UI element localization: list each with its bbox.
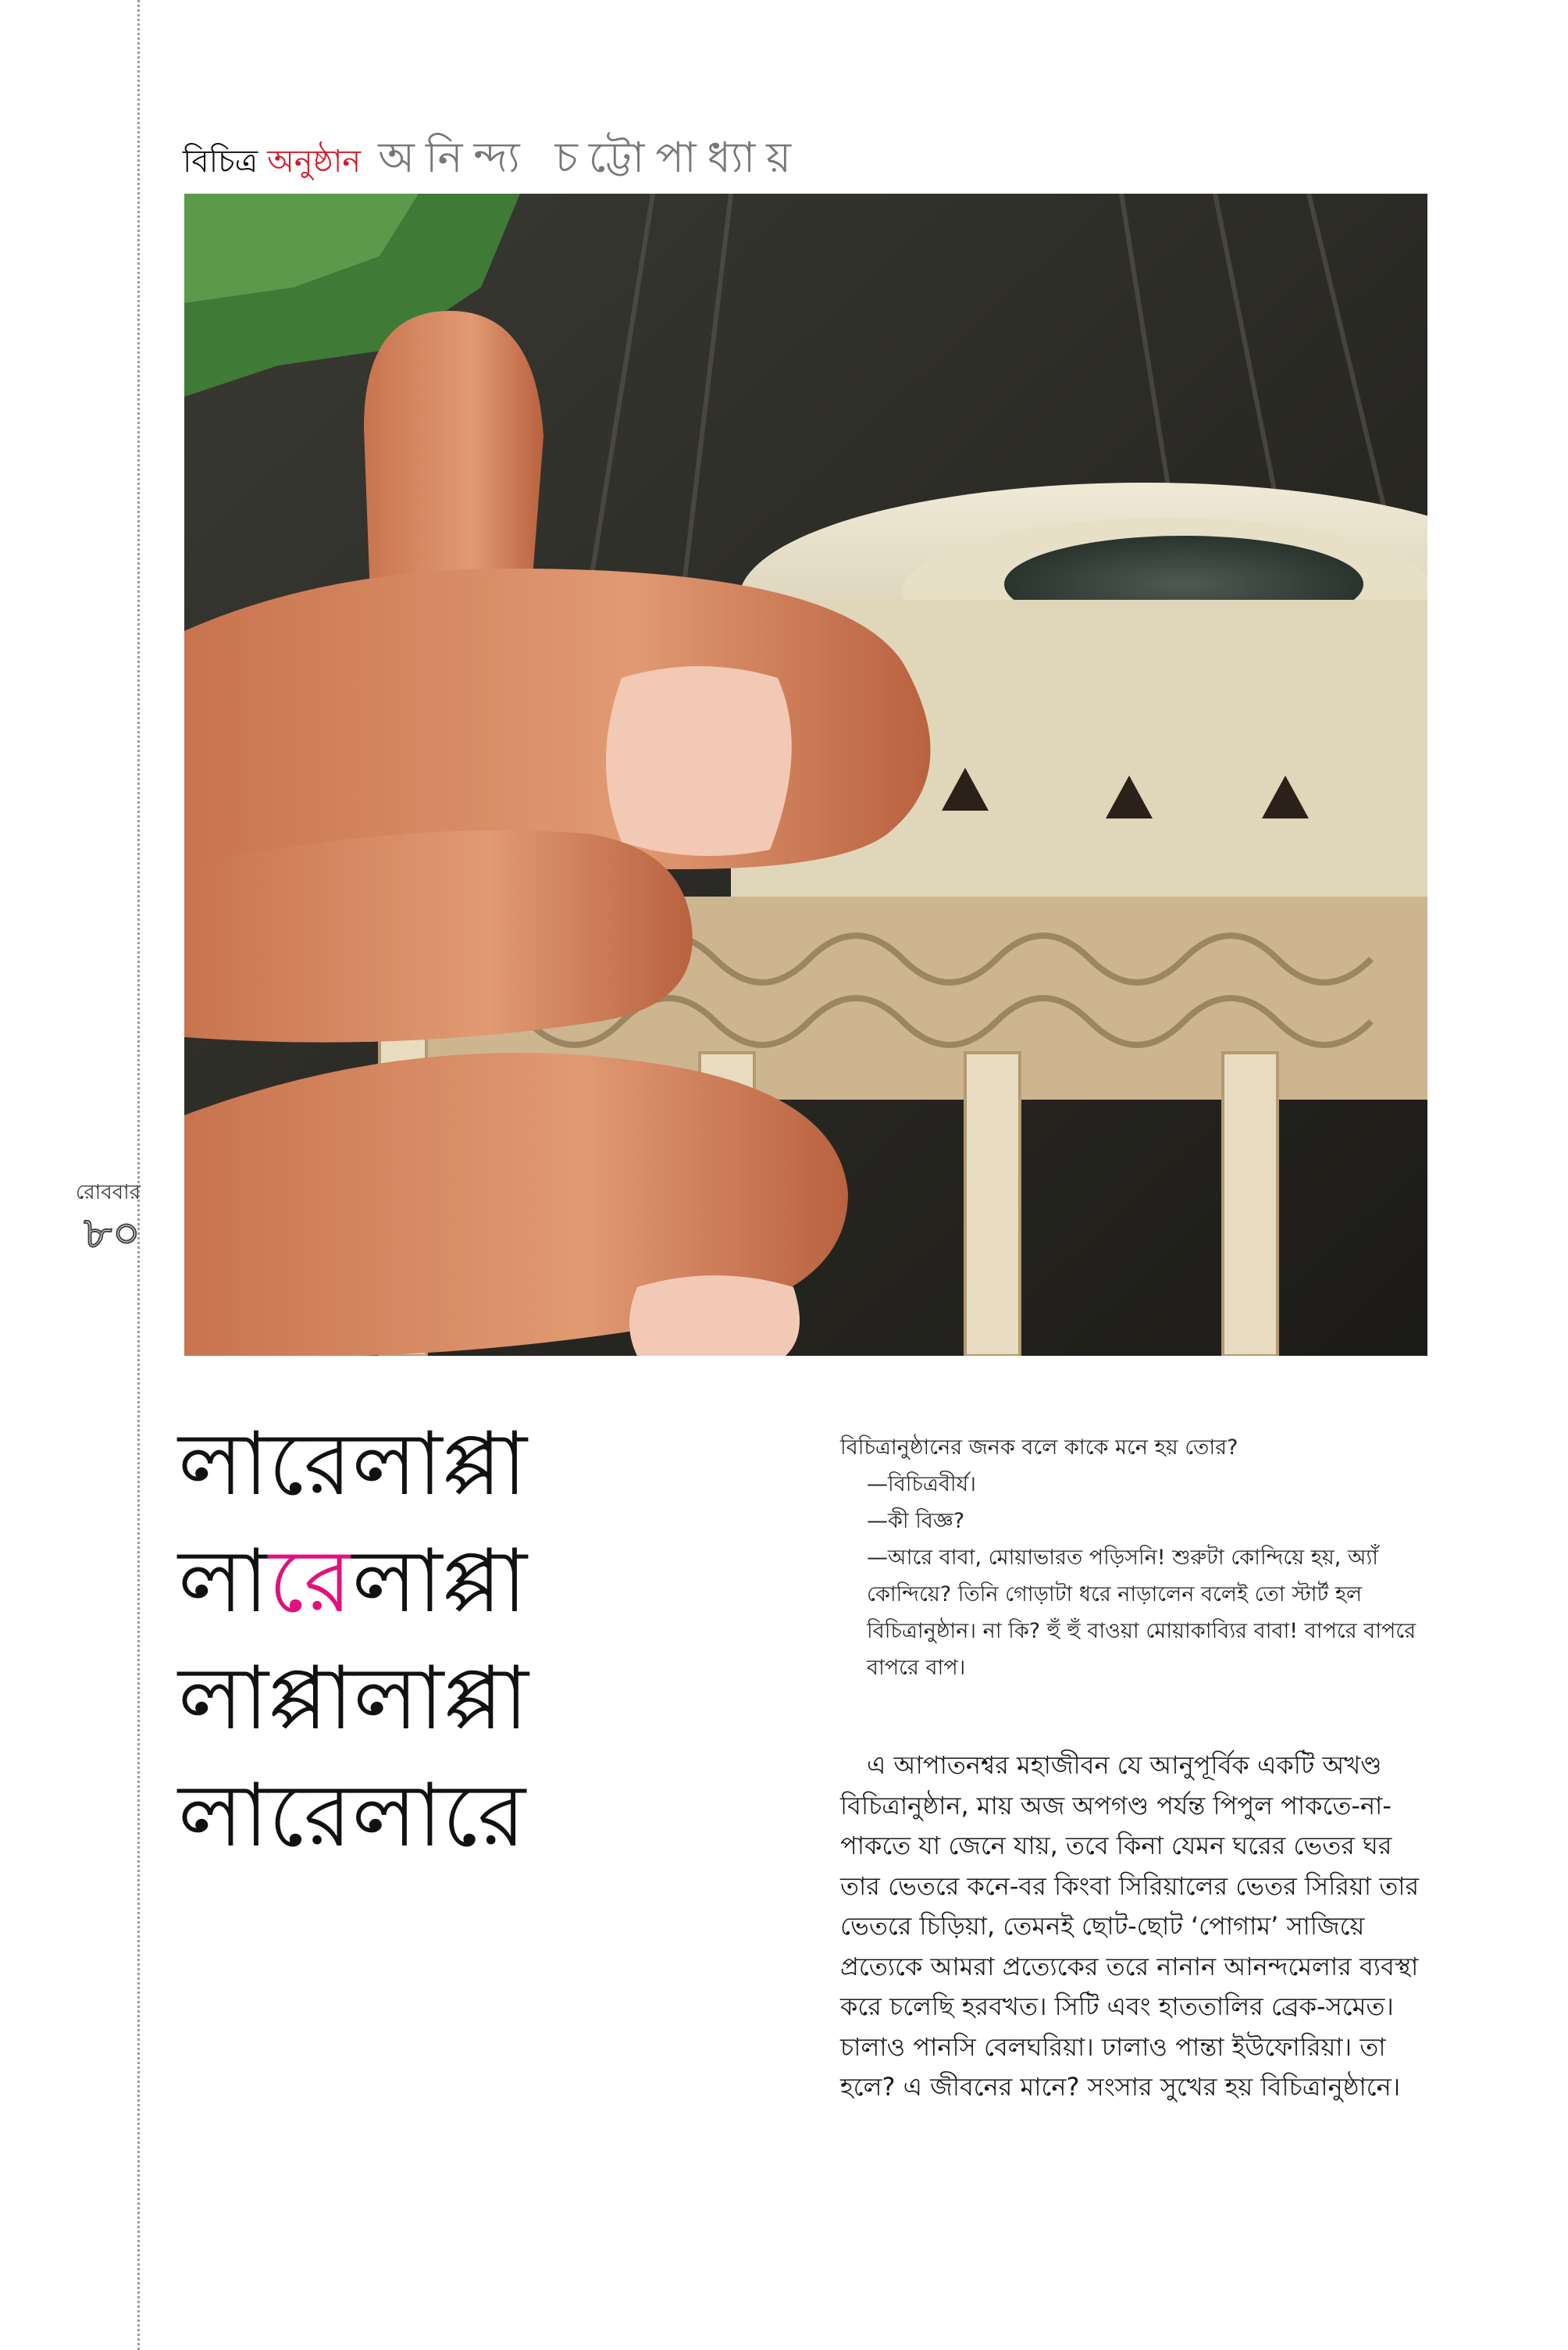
title-line-1: লারেলাপ্পা (178, 1414, 527, 1515)
margin-dotted-rule (137, 0, 140, 2350)
author-byline: অনিন্দ্য চট্টোপাধ্যায় (378, 133, 803, 182)
title-line-2 (178, 1523, 662, 1640)
title-line-2-start: লা (178, 1531, 269, 1632)
page-number: ৮০ (84, 1208, 141, 1259)
body-paragraph-block (840, 1746, 1434, 2108)
title-line-2-end: লাপ্পা (351, 1531, 527, 1632)
dialogue-block (840, 1429, 1434, 1686)
section-label: বিচিত্র (183, 144, 258, 180)
article-title (178, 1406, 662, 1874)
title-highlight: রে (268, 1531, 352, 1632)
dialogue-line: —কী বিজ্ঞ? (867, 1509, 965, 1533)
title-line-3: লাপ্পালাপ্পা (178, 1648, 529, 1749)
article-header (183, 125, 802, 180)
page-marker (55, 1176, 141, 1259)
body-paragraph: এ আপাতনশ্বর মহাজীবন যে আনুপূর্বিক একটি অখণ্ড বিচিত্রানুষ্ঠান, মায় অজ অপগণ্ড পর্যন্ত পিপুল পাকতে-না-পাকতে যা জেনে যায়, তবে কিনা যেমন ঘরের ভেতর ঘর তার ভেতরে কনে-বর কিংবা সিরিয়ালের ভেতর সিরিয়া তার ভেতরে চিড়িয়া, তেমনই ছোট-ছোট ‘পোগাম’ সাজিয়ে প্রত্যেকে আমরা প্রত্যেকের তরে নানান আনন্দমেলার ব্যবস্থা করে চলেছি হরবখত। সিটি এবং হাততালির ব্রেক-সমেত। চালাও পানসি বেলঘরিয়া। ঢালাও পান্তা ইউফোরিয়া। তা হলে? এ জীবনের মানে? সংসার সুখের হয় বিচিত্রানুষ্ঠানে। (840, 1750, 1420, 2102)
title-line-4: লারেলারে (178, 1765, 526, 1867)
tabla-photo (184, 194, 1427, 1356)
subsection-label: অনুষ্ঠান (267, 144, 362, 180)
dialogue-line: —বিচিত্রবীর্য। (867, 1472, 976, 1496)
tabla-illustration (184, 194, 1427, 1356)
magazine-name: রোববার (75, 1181, 141, 1204)
dialogue-line: —আরে বাবা, মোয়াভারত পড়িসনি! শুরুটা কোন্দিয়ে হয়, অ্যাঁ কোন্দিয়ে? তিনি গোড়াটা ধরে নাড়ালেন বলেই তো স্টার্ট হল বিচিত্রানুষ্ঠান। না কি? হুঁ হুঁ বাওয়া মোয়াকাব্যির বাবা! বাপরে বাপরে বাপরে বাপ। (867, 1546, 1417, 1680)
dialogue-line: বিচিত্রানুষ্ঠানের জনক বলে কাকে মনে হয় তোর? (840, 1435, 1238, 1460)
